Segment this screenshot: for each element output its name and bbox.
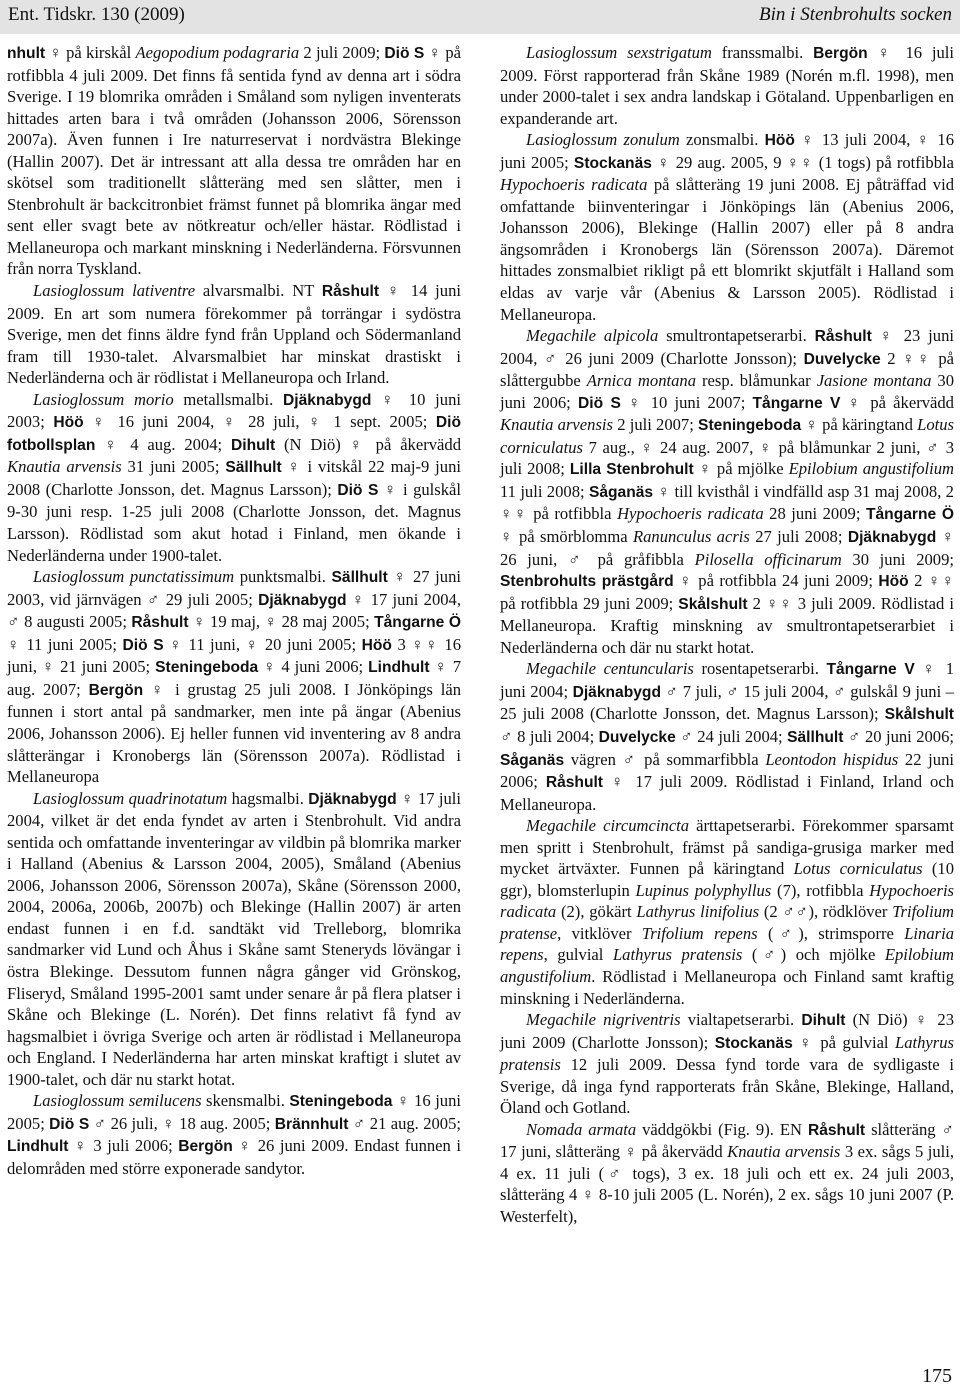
paragraph-megachile-nigriventris: Megachile nigriventris vialtapetserarbi. Dihult (N Diö) ♀ 23 juni 2009 (Charlotte Jonsson); Stockanäs ♀ på gulvial Lathyrus pratensis 12 juli 2009. Dessa fynd torde vara de sydligaste i Sverige, då inga fynd rapporterats från Skåne, Blekinge, Halland, Öland och Gotland. — [500, 1010, 954, 1118]
running-header — [0, 0, 960, 34]
running-title: Bin i Stenbrohults socken — [759, 4, 952, 25]
paragraph-lasioglossum-punctatissimum: Lasioglossum punctatissimum punktsmalbi. Sällhult ♀ 27 juni 2003, vid järnvägen ♂ 29 juli 2005; Djäknabygd ♀ 17 juni 2004, ♂ 8 augusti 2005; Råshult ♀ 19 maj, ♀ 28 maj 2005; Tångarne Ö ♀ 11 juni 2005; Diö S ♀ 11 juni, ♀ 20 juni 2005; Höö 3 ♀♀ 16 juni, ♀ 21 juni 2005; Steningeboda ♀ 4 juni 2006; Lindhult ♀ 7 aug. 2007; Bergön ♀ i grustag 25 juli 2008. I Jönköpings län funnen i stort antal på sandmarker, men inte på ängar (Abenius 2006, Johansson 2006). Ej heller funnen vid inventering av 8 andra slåtterängar i Kronobergs län (Sörensson 2007a). Rödlistad i Mellaneuropa — [7, 567, 461, 787]
paragraph-megachile-circumcincta: Megachile circumcincta ärttapetserarbi. Förekommer sparsamt men spritt i Stenbrohult, främst på sandiga-grusiga marker med mycket ärtväxter. Funnen på käringtand Lotus corniculatus (10 ggr), blomsterlupin Lupinus polyphyllus (7), rotfibbla Hypochoeris radicata (2), gökärt Lathyrus linifolius (2 ♂♂), rödklöver Trifolium pratense, vitklöver Trifolium repens (♂), strimsporre Linaria repens, gulvial Lathyrus pratensis (♂) och mjölke Epilobium angustifolium. Rödlistad i Mellaneuropa och Finland samt kraftig minskning i Nederländerna. — [500, 816, 955, 1008]
paragraph-lasioglossum-semilucens: Lasioglossum semilucens skensmalbi. Steningeboda ♀ 16 juni 2005; Diö S ♂ 26 juli, ♀ 18 aug. 2005; Brännhult ♂ 21 aug. 2005; Lindhult ♀ 3 juli 2006; Bergön ♀ 26 juni 2009. Endast funnen i delområden med större exponerade sandytor. — [7, 1091, 462, 1178]
paragraph-megachile-centuncularis: Megachile centuncularis rosentapetserarbi. Tångarne V ♀ 1 juni 2004; Djäknabygd ♂ 7 juli, ♂ 15 juli 2004, ♂ gulskål 9 juni – 25 juli 2008 (Charlotte Jonsson, det. Magnus Larsson); Skålshult ♂ 8 juli 2004; Duvelycke ♂ 24 juli 2004; Sällhult ♂ 20 juni 2006; Såganäs vägren ♂ på sommarfibbla Leontodon hispidus 22 juni 2006; Råshult ♀ 17 juli 2009. Rödlistad i Finland, Irland och Mellaneuropa. — [500, 659, 955, 814]
paragraph-ceratina-end: nhult ♀ på kirskål Aegopodium podagraria 2 juli 2009; Diö S ♀ på rotfibbla 4 juli 2009. Det finns få sentida fynd av denna art i södra Sverige. I 19 blomrika områden i Småland som nyligen inventerats hittades arten bara i två områden (Johansson 2006, Sörensson 2007a). Även funnen i Ire naturreservat i nordvästra Blekinge (Hallin 2007). Det är intressant att alla dessa tre områden har en skötsel som traditionellt slåtteräng med sen slåtter, men i Stenbrohult är backcitronbiet främst funnet på blomrika ängar med sent eller svagt bete av nötkreatur och/eller hästar. Rödlistad i Mellaneuropa och markant minskning i Nederländerna. Försvunnen från norra Tyskland. — [7, 43, 461, 279]
paragraph-lasioglossum-morio: Lasioglossum morio metallsmalbi. Djäknabygd ♀ 10 juni 2003; Höö ♀ 16 juni 2004, ♀ 28 juli, ♀ 1 sept. 2005; Diö fotbollsplan ♀ 4 aug. 2004; Dihult (N Diö) ♀ på åkervädd Knautia arvensis 31 juni 2005; Sällhult ♀ i vitskål 22 maj-9 juni 2008 (Charlotte Jonsson, det. Magnus Larsson); Diö S ♀ i gulskål 9-30 juni resp. 1-25 juli 2008 (Charlotte Jonsson, det. Magnus Larsson). Rödlistad som akut hotad i Finland, men ökande i Nederländerna under 1900-talet. — [7, 389, 462, 565]
paragraph-megachile-alpicola: Megachile alpicola smultrontapetserarbi. Råshult ♀ 23 juni 2004, ♂ 26 juni 2009 (Charlotte Jonsson); Duvelycke 2 ♀♀ på slåttergubbe Arnica montana resp. blåmunkar Jasione montana 30 juni 2006; Diö S ♀ 10 juni 2007; Tångarne V ♀ på åkervädd Knautia arvensis 2 juli 2007; Steningeboda ♀ på käringtand Lotus corniculatus 7 aug., ♀ 24 aug. 2007, ♀ på blåmunkar 2 juni, ♂ 3 juli 2008; Lilla Stenbrohult ♀ på mjölke Epilobium angustifolium 11 juli 2008; Såganäs ♀ till kvisthål i vindfälld asp 31 maj 2008, 2 ♀♀ på rotfibbla Hypochoeris radicata 28 juni 2009; Tångarne Ö ♀ på smörblomma Ranunculus acris 27 juli 2008; Djäknabygd ♀ 26 juni, ♂ på gråfibbla Pilosella officinarum 30 juni 2009; Stenbrohults prästgård ♀ på rotfibbla 24 juni 2009; Höö 2 ♀♀ på rotfibbla 29 juni 2009; Skålshult 2 ♀♀ 3 juli 2009. Rödlistad i Mellaneuropa. Kraftig minskning av smultrontapetserarbiet i Nederländerna och där nu starkt hotat. — [500, 326, 955, 657]
journal-citation: Ent. Tidskr. 130 (2009) — [8, 4, 185, 25]
left-column — [7, 42, 461, 1179]
right-column — [500, 42, 954, 1228]
paragraph-lasioglossum-lativentre: Lasioglossum lativentre alvarsmalbi. NT Råshult ♀ 14 juni 2009. En art som numera förekommer på torrängar i sydöstra Sverige, men det finns äldre fynd från Uppland och Södermanland fram till 1930-talet. Alvarsmalbiet har minskat drastiskt i Nederländerna och är rödlistat i Mellaneuropa och Irland. — [7, 281, 461, 388]
paragraph-nomada-armata: Nomada armata väddgökbi (Fig. 9). EN Råshult slåtteräng ♂ 17 juni, slåtteräng ♀ på åkervädd Knautia arvensis 3 ex. sågs 5 juli, 4 ex. 11 juli (♂ togs), 3 ex. 18 juli och ett ex. 24 juli 2003, slåtteräng 4 ♀ 8-10 juli 2005 (L. Norén), 2 ex. sågs 10 juni 2007 (P. Westerfelt), — [500, 1119, 955, 1226]
page-number: 175 — [922, 1365, 952, 1387]
paragraph-lasioglossum-sexstrigatum: Lasioglossum sexstrigatum franssmalbi. Bergön ♀ 16 juli 2009. Först rapporterad från Skåne 1989 (Norén m.fl. 1998), men under 2000-talet i sex andra landskap i Götaland. Uppenbarligen en expanderande art. — [500, 43, 954, 128]
paragraph-lasioglossum-zonulum: Lasioglossum zonulum zonsmalbi. Höö ♀ 13 juli 2004, ♀ 16 juni 2005; Stockanäs ♀ 29 aug. 2005, 9 ♀♀ (1 togs) på rotfibbla Hypochoeris radicata på slåtteräng 19 juni 2008. Ej påträffad vid omfattande biinventeringar i Jönköpings län (Abenius 2006, Johansson 2006), Blekinge (Hallin 2007) eller på 8 andra ängsområden i Kronobergs län (Sörensson 2007a). Däremot hittades zonsmalbiet rikligt på ett blomrikt skjutfält i Halland som eldas av varje vår (Abenius & Larsson 2005). Rödlistad i Mellaneuropa. — [500, 130, 955, 324]
paragraph-lasioglossum-quadrinotatum: Lasioglossum quadrinotatum hagsmalbi. Djäknabygd ♀ 17 juli 2004, vilket är det enda fyndet av arten i Stenbrohult. Vid andra sentida och omfattande inventeringar av vildbin på blomrika marker i Halland (Abenius & Larsson 2004, 2005), Småland (Abenius 2006, Johansson 2006, Sörensson 2007a), Skåne (Sörensson 2000, 2004, 2006a, 2006b, 2007b) och Blekinge (Hallin 2007) är arten endast funnen i en f.d. sandtäkt vid Trelleborg, blomrika sandmarker vid Lund och Åhus i Skåne samt Steneryds lövängar i östra Blekinge. Dessutom funnen några gånger vid Grönskog, Fliseryd, Småland 1995-2001 samt under senare år på flera platser i Skåne och Blekinge (L. Norén). Det finns relativt få fynd av hagsmalbiet i övriga Sverige och arten är rödlistad i Mellaneuropa och England. I Nederländerna har arten minskat kraftigt i slutet av 1900-talet, och där nu starkt hotat. — [7, 788, 461, 1089]
